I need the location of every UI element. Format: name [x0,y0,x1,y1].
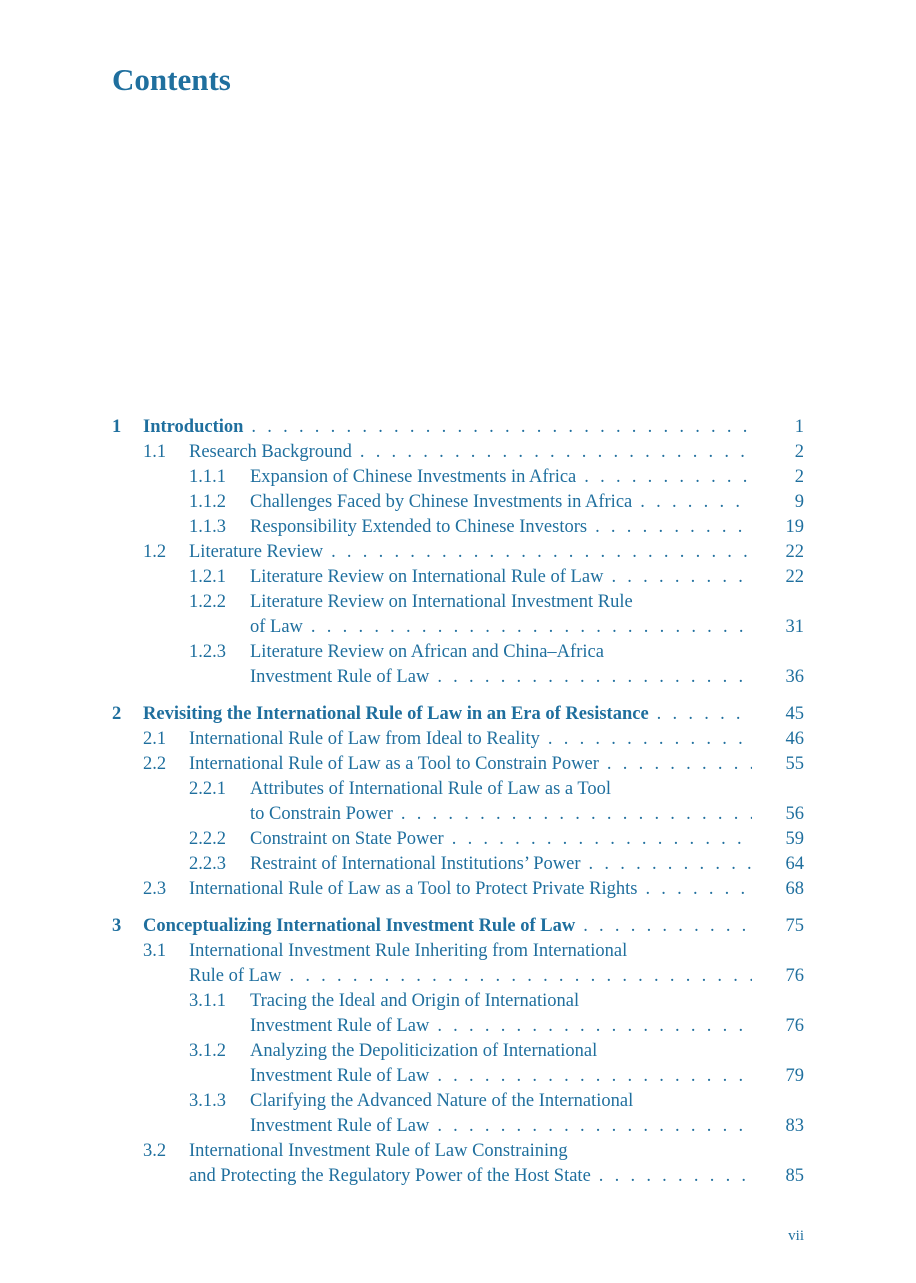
toc-entry-line [250,490,804,515]
toc-entry-page: 68 [785,879,804,899]
toc-entry-title: and Protecting the Regulatory Power of the Host State [189,1166,591,1186]
toc-entry[interactable] [112,939,804,989]
dot-leader [437,665,752,690]
toc-entry-page: 36 [785,667,804,687]
toc-entry-line [250,515,804,540]
toc-entry-number: 3.1.3 [189,1091,226,1111]
toc-entry[interactable] [112,1089,804,1139]
toc-entry-title: Introduction [143,417,244,437]
toc-entry[interactable] [112,440,804,465]
toc-entry-number: 1.2 [143,542,167,562]
toc-entry-number: 2.3 [143,879,167,899]
dot-leader [452,827,752,852]
toc-entry-line [250,1114,804,1139]
toc-entry-page: 1 [794,417,804,437]
dot-leader [607,752,752,777]
toc-entry[interactable] [112,777,804,827]
toc-entry-title: Expansion of Chinese Investments in Africa [250,467,577,487]
dot-leader [401,802,752,827]
toc-entry-line [189,1164,804,1189]
toc-entry[interactable] [112,465,804,490]
toc-entry-page: 46 [785,729,804,749]
toc-entry[interactable] [112,852,804,877]
toc-entry-line [250,1089,804,1114]
dot-leader [599,1164,752,1189]
dot-leader [584,465,752,490]
toc-entry-line [189,727,804,752]
toc-entry-line [250,590,804,615]
dot-leader [437,1114,752,1139]
toc-entry-title: International Rule of Law as a Tool to Constrain Power [189,754,599,774]
dot-leader [360,440,752,465]
dot-leader [289,964,752,989]
dot-leader [331,540,752,565]
toc-entry-page: 55 [785,754,804,774]
toc-entry-title: Literature Review [189,542,324,562]
toc-entry[interactable] [112,827,804,852]
toc-entry-line [250,565,804,590]
toc-entry-number: 2 [112,704,122,724]
toc-entry-number: 3.1 [143,941,167,961]
toc-entry[interactable] [112,877,804,902]
toc-entry-page: 22 [785,567,804,587]
toc-entry-title: Responsibility Extended to Chinese Investors [250,517,588,537]
toc-entry-number: 1.2.1 [189,567,226,587]
toc-entry-title: International Investment Rule Inheriting from International [189,941,628,961]
toc-entry[interactable] [112,590,804,640]
dot-leader [595,515,752,540]
toc-entry-line [189,440,804,465]
toc-entry-page: 76 [785,1016,804,1036]
toc-entry-line [250,615,804,640]
toc-entry[interactable] [112,1039,804,1089]
toc-entry-line [250,802,804,827]
toc-entry[interactable] [112,515,804,540]
toc-entry-line [189,752,804,777]
toc-entry-title: Conceptualizing International Investment Rule of Law [143,916,576,936]
toc-entry-number: 3.1.2 [189,1041,226,1061]
toc-entry-line [250,1014,804,1039]
toc-entry-title: Analyzing the Depoliticization of International [250,1041,598,1061]
toc-entry-title: Restraint of International Institutions’ Power [250,854,581,874]
dot-leader [640,490,752,515]
toc-entry-page: 45 [785,704,804,724]
toc-entry-title: Investment Rule of Law [250,1066,430,1086]
toc-entry-title: Attributes of International Rule of Law as a Tool [250,779,612,799]
toc-entry-line [250,827,804,852]
toc-entry-page: 2 [794,442,804,462]
toc-entry-title: Literature Review on International Investment Rule [250,592,633,612]
page-number: vii [788,1228,804,1244]
toc-entry-line [189,939,804,964]
toc-entry-title: Revisiting the International Rule of Law in an Era of Resistance [143,704,649,724]
toc-entry-title: Investment Rule of Law [250,1016,430,1036]
dot-leader [645,877,752,902]
toc-chapter[interactable] [112,914,804,939]
toc-entry-title: Investment Rule of Law [250,1116,430,1136]
toc-entry[interactable] [112,565,804,590]
toc-entry-number: 2.2.3 [189,854,226,874]
toc-entry-line [250,465,804,490]
toc-entry-page: 56 [785,804,804,824]
toc-entry-title: Research Background [189,442,352,462]
toc-entry[interactable] [112,540,804,565]
table-of-contents [112,415,804,1189]
toc-entry-title: Rule of Law [189,966,282,986]
toc-entry-line [143,702,804,727]
toc-entry[interactable] [112,1139,804,1189]
dot-leader [311,615,752,640]
toc-entry-title: International Rule of Law from Ideal to Reality [189,729,540,749]
toc-entry-line [250,640,804,665]
toc-entry-number: 1 [112,417,122,437]
toc-entry-line [189,964,804,989]
toc-entry-number: 1.1 [143,442,167,462]
toc-entry-line [250,989,804,1014]
toc-entry-page: 31 [785,617,804,637]
toc-entry-page: 85 [785,1166,804,1186]
toc-entry-line [250,852,804,877]
toc-entry-line [250,665,804,690]
dot-leader [251,415,752,440]
toc-entry-number: 2.1 [143,729,167,749]
toc-entry-page: 22 [785,542,804,562]
toc-entry-title: Challenges Faced by Chinese Investments in Africa [250,492,633,512]
toc-entry-line [189,1139,804,1164]
page-title: Contents [112,62,231,97]
dot-leader [589,852,752,877]
toc-entry-number: 1.1.2 [189,492,226,512]
toc-entry-title: Tracing the Ideal and Origin of International [250,991,580,1011]
dot-leader [437,1014,752,1039]
toc-entry-number: 3.1.1 [189,991,226,1011]
toc-entry-number: 1.1.3 [189,517,226,537]
toc-entry-page: 2 [794,467,804,487]
toc-entry-page: 79 [785,1066,804,1086]
toc-chapter[interactable] [112,702,804,727]
dot-leader [437,1064,752,1089]
toc-entry-title: Literature Review on International Rule of Law [250,567,604,587]
toc-entry-title: International Rule of Law as a Tool to Protect Private Rights [189,879,638,899]
toc-entry-title: Investment Rule of Law [250,667,430,687]
toc-entry-line [250,777,804,802]
toc-entry-number: 2.2.2 [189,829,226,849]
toc-entry-number: 3.2 [143,1141,167,1161]
toc-entry-number: 2.2.1 [189,779,226,799]
dot-leader [548,727,752,752]
toc-chapter[interactable] [112,415,804,440]
toc-entry-number: 3 [112,916,122,936]
toc-entry-number: 1.1.1 [189,467,226,487]
toc-entry-line [143,415,804,440]
dot-leader [657,702,752,727]
toc-entry-title: Constraint on State Power [250,829,444,849]
dot-leader [611,565,752,590]
toc-entry-line [143,914,804,939]
toc-entry-number: 1.2.3 [189,642,226,662]
toc-entry-line [189,877,804,902]
dot-leader [583,914,752,939]
toc-entry[interactable] [112,989,804,1039]
toc-entry-title: Clarifying the Advanced Nature of the International [250,1091,634,1111]
toc-entry-title: of Law [250,617,303,637]
toc-entry-line [250,1039,804,1064]
toc-entry-title: International Investment Rule of Law Constraining [189,1141,568,1161]
toc-entry[interactable] [112,727,804,752]
toc-entry-page: 19 [785,517,804,537]
toc-entry[interactable] [112,640,804,690]
toc-entry-title: to Constrain Power [250,804,393,824]
toc-entry[interactable] [112,752,804,777]
toc-entry-title: Literature Review on African and China–Africa [250,642,604,662]
toc-entry-page: 9 [794,492,804,512]
toc-entry-page: 76 [785,966,804,986]
toc-entry-line [250,1064,804,1089]
toc-entry-number: 1.2.2 [189,592,226,612]
toc-entry-page: 64 [785,854,804,874]
toc-entry-number: 2.2 [143,754,167,774]
toc-entry-page: 59 [785,829,804,849]
toc-entry-page: 83 [785,1116,804,1136]
toc-entry-page: 75 [785,916,804,936]
toc-entry-line [189,540,804,565]
toc-entry[interactable] [112,490,804,515]
